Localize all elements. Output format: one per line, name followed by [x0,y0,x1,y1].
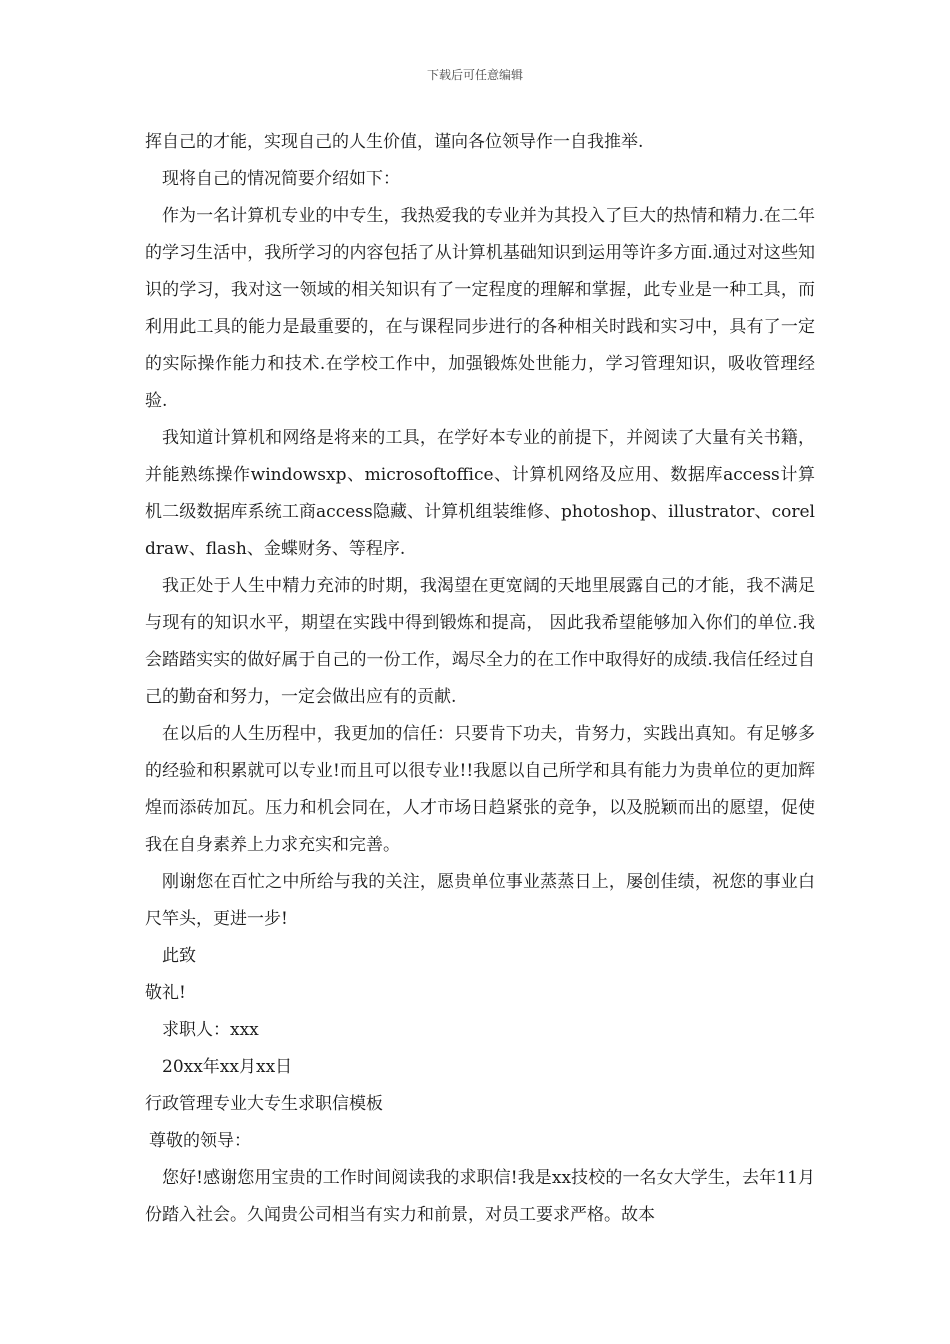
letter-date: 20xx年xx月xx日 [162,1057,293,1077]
applicant-signature: 求职人：xxx [162,1020,259,1040]
paragraph-thanks: 刚谢您在百忙之中所给与我的关注，愿贵单位事业蒸蒸日上，屡创佳绩，祝您的事业白尺竿头，更进一步! [145,872,815,929]
paragraph-major: 作为一名计算机专业的中专生，我热爱我的专业并为其投入了巨大的热情和精力.在二年的学习生活中，我所学习的内容包括了从计算机基础知识到运用等许多方面.通过对这些知识的学习，我对这一领域的相关知识有了一定程度的理解和掌握，此专业是一种工具，而利用此工具的能力是最重要的，在与课程同步进行的各种相关时践和实习中，具有了一定的实际操作能力和技术.在学校工作中，加强锻炼处世能力，学习管理知识，吸收管理经验. [145,206,815,411]
second-letter-opening: 您好!感谢您用宝贵的工作时间阅读我的求职信!我是xx技校的一名女大学生，去年11月份踏入社会。久闻贵公司相当有实力和前景，对员工要求严格。故本 [145,1168,815,1225]
paragraph-future: 在以后的人生历程中，我更加的信任：只要肯下功夫，肯努力，实践出真知。有足够多的经验和积累就可以专业!而且可以很专业!!我愿以自己所学和具有能力为贵单位的更加辉煌而添砖加瓦。压力和机会同在，人才市场日趋紧张的竞争，以及脱颖而出的愿望，促使我在自身素养上力求充实和完善。 [145,724,815,855]
paragraph-self-intro-heading: 现将自己的情况简要介绍如下： [162,169,400,189]
second-letter-title: 行政管理专业大专生求职信模板 [145,1094,383,1114]
paragraph-intro-continuation: 挥自己的才能，实现自己的人生价值，谨向各位领导作一自我推举. [145,132,644,152]
second-letter-greeting: 尊敬的领导： [149,1131,251,1151]
paragraph-motivation: 我正处于人生中精力充沛的时期，我渴望在更宽阔的天地里展露自己的才能，我不满足与现有的知识水平，期望在实践中得到锻炼和提高， 因此我希望能够加入你们的单位.我会踏踏实实的做好属于自己的一份工作，竭尽全力的在工作中取得好的成绩.我信任经过自己的勤奋和努力，一定会做出应有的贡献. [145,576,815,707]
letter-body [145,124,815,1234]
page-header-note: 下载后可任意编辑 [426,68,523,82]
closing-salutation: 此致 [162,946,196,966]
closing-regards: 敬礼! [145,983,186,1003]
paragraph-skills: 我知道计算机和网络是将来的工具，在学好本专业的前提下，并阅读了大量有关书籍，并能熟练操作windowsxp、microsoftoffice、计算机网络及应用、数据库access计算机二级数据库系统工商access隐藏、计算机组装维修、photoshop、illustrator、coreldraw、flash、金蝶财务、等程序. [145,428,815,559]
